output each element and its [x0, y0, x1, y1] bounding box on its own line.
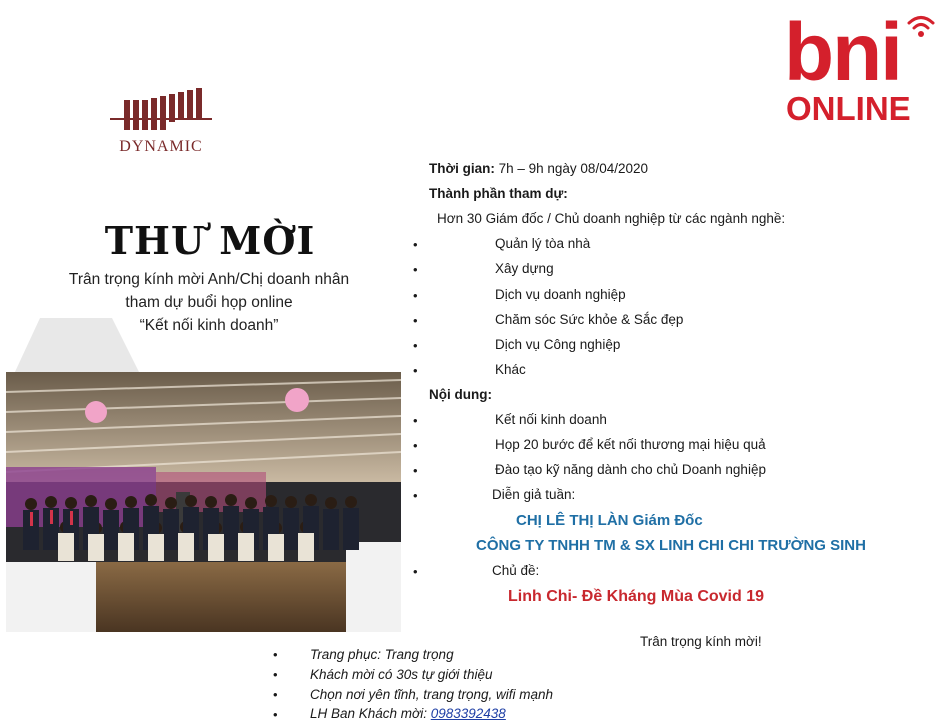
industry-item: Khác	[495, 362, 526, 377]
note-item: Chọn nơi yên tĩnh, trang trọng, wifi mạnh	[310, 687, 554, 702]
contact-phone-link[interactable]: 0983392438	[430, 706, 506, 721]
bullet-icon: •	[273, 707, 278, 722]
invitation-subtitle-line3: “Kết nối kinh doanh”	[139, 317, 279, 334]
note-item: Trang phục: Trang trọng	[310, 647, 454, 662]
event-photo	[6, 372, 401, 632]
speaker-label: Diễn giả tuần:	[492, 487, 576, 502]
dynamic-logo	[110, 88, 212, 158]
invitation-title: THƯ MỜI	[104, 218, 316, 263]
time-value: 7h – 9h ngày 08/04/2020	[498, 161, 648, 176]
speaker-name: CHỊ LÊ THỊ LÀN Giám Đốc	[516, 512, 703, 529]
contact-row	[310, 706, 506, 721]
content-item: Kết nối kinh doanh	[495, 412, 607, 427]
content-item: Họp 20 bước để kết nối thương mại hiệu quả	[495, 437, 766, 452]
dynamic-logo-text: DYNAMIC	[119, 138, 203, 155]
bni-logo-word: bni	[784, 7, 901, 98]
topic-label: Chủ đề:	[492, 563, 540, 578]
industry-item: Quản lý tòa nhà	[495, 236, 591, 251]
bullet-icon: •	[413, 338, 418, 353]
invitation-subtitle-line1: Trân trọng kính mời Anh/Chị doanh nhân	[68, 271, 350, 288]
time-label: Thời gian:	[429, 161, 495, 176]
grey-decoration	[0, 318, 140, 374]
topic-value: Linh Chi- Đề Kháng Mùa Covid 19	[508, 588, 765, 605]
bullet-icon: •	[413, 363, 418, 378]
bullet-icon: •	[413, 237, 418, 252]
contact-label: LH Ban Khách mời:	[310, 706, 427, 721]
invitation-subtitle-line2: tham dự buổi họp online	[125, 294, 293, 311]
bni-online-logo	[782, 7, 938, 130]
bni-logo-online: ONLINE	[786, 90, 911, 127]
industry-item: Chăm sóc Sức khỏe & Sắc đẹp	[495, 312, 684, 327]
content-label-text: Nội dung:	[429, 387, 492, 402]
industry-item: Dịch vụ doanh nghiệp	[495, 287, 626, 302]
wifi-icon	[906, 12, 936, 40]
bullet-icon: •	[273, 667, 278, 682]
closing-text: Trân trọng kính mời!	[640, 634, 762, 649]
time-row	[429, 161, 648, 176]
participants-label-text: Thành phần tham dự:	[429, 186, 568, 201]
content-label	[429, 387, 492, 402]
content-item: Đào tạo kỹ năng dành cho chủ Doanh nghiệp	[495, 462, 766, 477]
note-item: Khách mời có 30s tự giới thiệu	[310, 667, 493, 682]
bullet-icon: •	[413, 313, 418, 328]
industry-item: Xây dựng	[495, 261, 554, 276]
bullet-icon: •	[413, 288, 418, 303]
bullet-icon: •	[413, 262, 418, 277]
dynamic-bars-icon	[110, 88, 212, 136]
bullet-icon: •	[273, 687, 278, 702]
bullet-icon: •	[413, 488, 418, 503]
bullet-icon: •	[273, 647, 278, 662]
speaker-company: CÔNG TY TNHH TM & SX LINH CHI CHI TRƯỜNG SINH	[476, 537, 866, 554]
bullet-icon: •	[413, 413, 418, 428]
bullet-icon: •	[413, 564, 418, 579]
participants-intro: Hơn 30 Giám đốc / Chủ doanh nghiệp từ các ngành nghề:	[437, 211, 786, 226]
industry-item: Dịch vụ Công nghiệp	[495, 337, 621, 352]
bullet-icon: •	[413, 438, 418, 453]
participants-label	[429, 186, 568, 201]
bullet-icon: •	[413, 463, 418, 478]
